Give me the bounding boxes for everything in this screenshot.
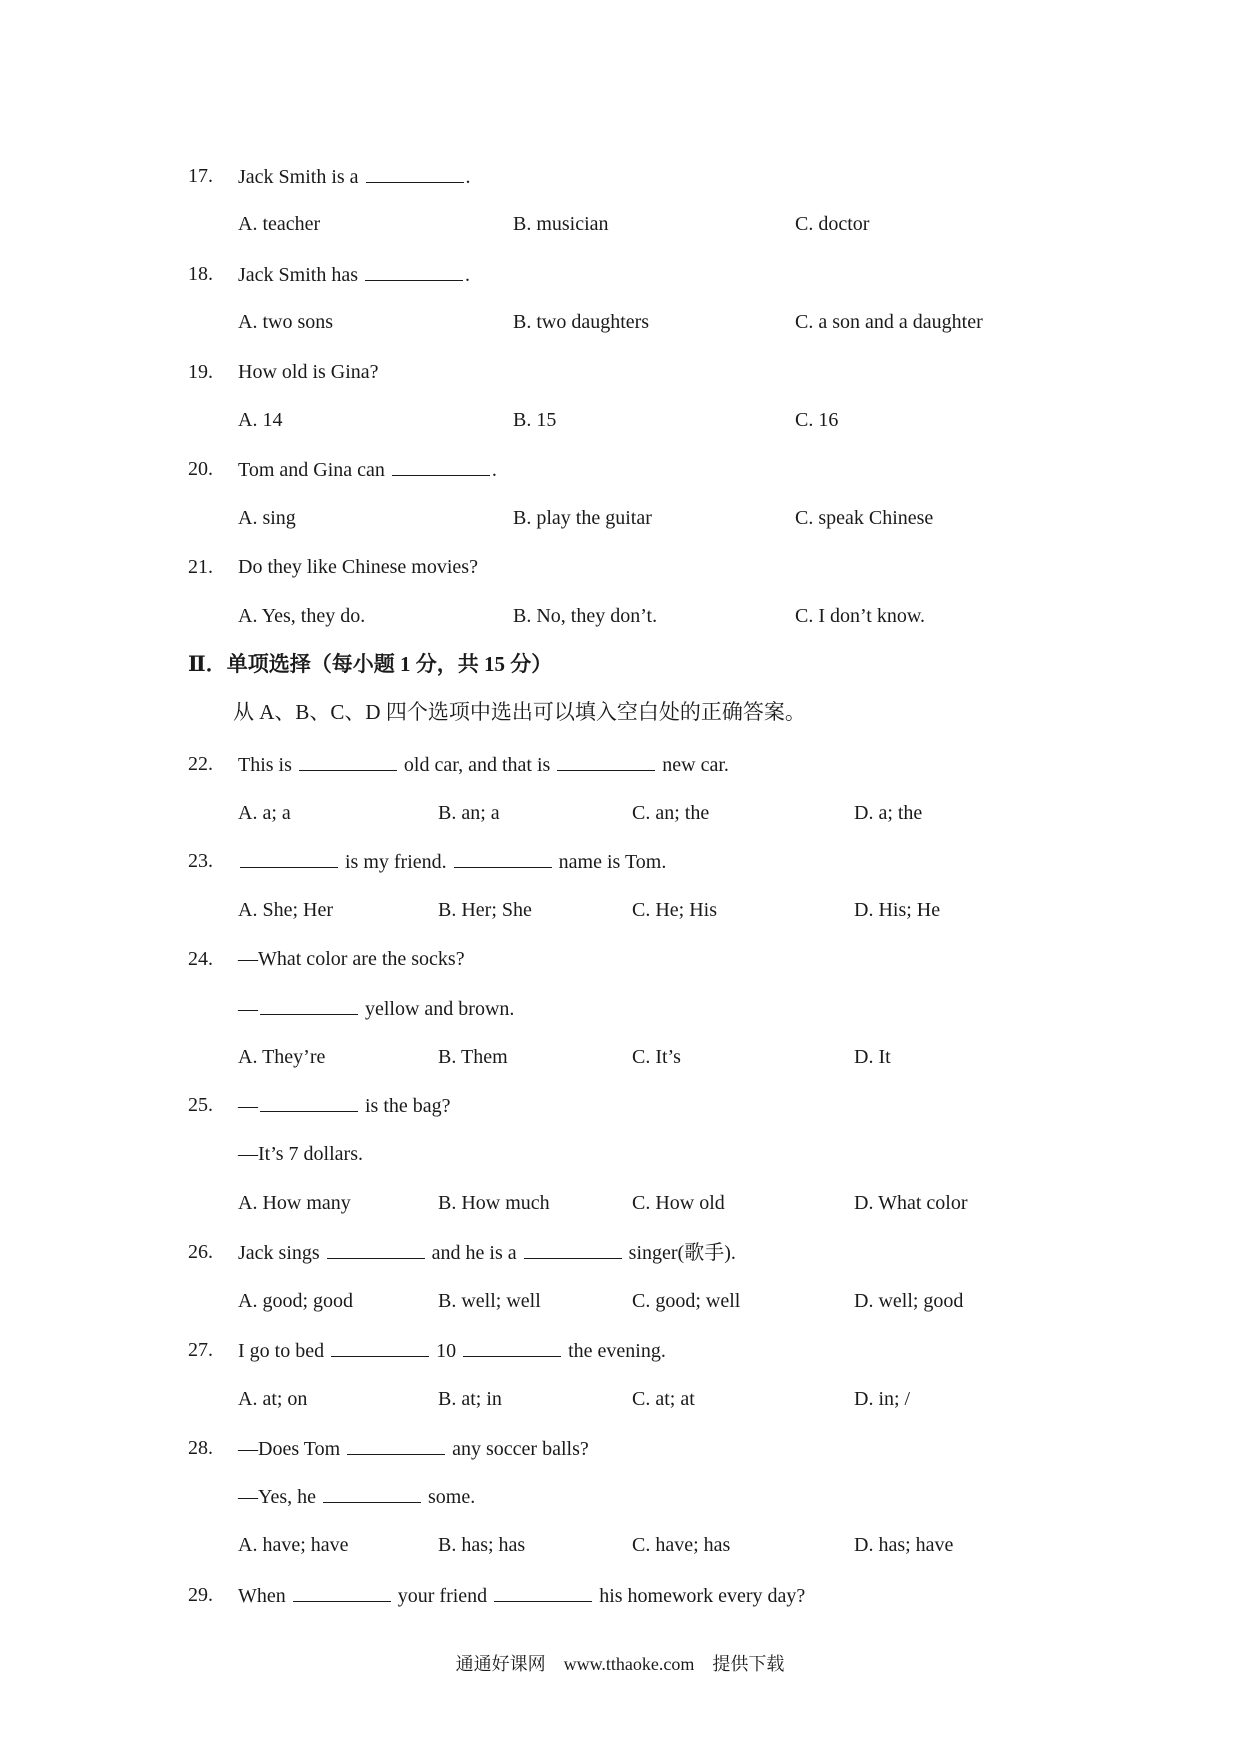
question-text: Do they like Chinese movies? xyxy=(238,556,478,578)
answer-blank[interactable] xyxy=(463,1338,561,1357)
question-text: —What color are the socks? xyxy=(238,948,465,970)
option-d[interactable]: D. It xyxy=(854,1046,891,1068)
question-text: When your friend his homework every day? xyxy=(238,1585,806,1607)
answer-blank[interactable] xyxy=(293,1583,391,1602)
answer-blank[interactable] xyxy=(392,457,490,476)
question-text: How old is Gina? xyxy=(238,361,379,383)
option-c[interactable]: C. It’s xyxy=(632,1046,681,1068)
answer-blank[interactable] xyxy=(260,996,358,1015)
option-a[interactable]: A. 14 xyxy=(238,409,283,431)
option-d[interactable]: D. has; have xyxy=(854,1534,954,1556)
option-c[interactable]: C. good; well xyxy=(632,1290,741,1312)
option-b[interactable]: B. No, they don’t. xyxy=(513,605,658,627)
answer-blank[interactable] xyxy=(323,1484,421,1503)
option-b[interactable]: B. an; a xyxy=(438,802,500,824)
answer-blank[interactable] xyxy=(331,1338,429,1357)
answer-blank[interactable] xyxy=(365,262,463,281)
question-number: 27. xyxy=(188,1339,213,1361)
section-title: Ⅱ．单项选择（每小题 1 分，共 15 分） xyxy=(188,652,553,676)
question-number: 17. xyxy=(188,165,213,187)
option-d[interactable]: D. a; the xyxy=(854,802,923,824)
answer-blank[interactable] xyxy=(299,752,397,771)
question-number: 21. xyxy=(188,556,213,578)
question-number: 29. xyxy=(188,1584,213,1606)
question-number: 25. xyxy=(188,1094,213,1116)
option-a[interactable]: A. She; Her xyxy=(238,899,333,921)
question-text: Jack Smith is a . xyxy=(238,166,471,188)
option-a[interactable]: A. a; a xyxy=(238,802,291,824)
option-c[interactable]: C. have; has xyxy=(632,1534,731,1556)
question-number: 20. xyxy=(188,458,213,480)
answer-blank[interactable] xyxy=(454,849,552,868)
option-a[interactable]: A. How many xyxy=(238,1192,351,1214)
answer-blank[interactable] xyxy=(347,1436,445,1455)
question-text: Jack sings and he is a singer(歌手). xyxy=(238,1242,736,1264)
option-c[interactable]: C. speak Chinese xyxy=(795,507,934,529)
question-text: I go to bed 10 the evening. xyxy=(238,1340,666,1362)
page-footer: 通通好课网 www.tthaoke.com 提供下载 xyxy=(455,1654,785,1674)
question-number: 28. xyxy=(188,1437,213,1459)
option-b[interactable]: B. Them xyxy=(438,1046,508,1068)
question-response: —Yes, he some. xyxy=(238,1486,476,1508)
option-a[interactable]: A. sing xyxy=(238,507,296,529)
option-b[interactable]: B. musician xyxy=(513,213,609,235)
option-b[interactable]: B. play the guitar xyxy=(513,507,652,529)
question-number: 18. xyxy=(188,263,213,285)
option-a[interactable]: A. good; good xyxy=(238,1290,353,1312)
answer-blank[interactable] xyxy=(240,849,338,868)
option-b[interactable]: B. well; well xyxy=(438,1290,541,1312)
answer-blank[interactable] xyxy=(327,1240,425,1259)
question-text: Tom and Gina can . xyxy=(238,459,497,481)
question-number: 24. xyxy=(188,948,213,970)
option-c[interactable]: C. doctor xyxy=(795,213,870,235)
option-a[interactable]: A. They’re xyxy=(238,1046,326,1068)
option-b[interactable]: B. How much xyxy=(438,1192,550,1214)
question-number: 22. xyxy=(188,753,213,775)
option-b[interactable]: B. at; in xyxy=(438,1388,502,1410)
answer-blank[interactable] xyxy=(494,1583,592,1602)
answer-blank[interactable] xyxy=(260,1093,358,1112)
answer-blank[interactable] xyxy=(557,752,655,771)
answer-blank[interactable] xyxy=(366,164,464,183)
question-number: 19. xyxy=(188,361,213,383)
option-c[interactable]: C. a son and a daughter xyxy=(795,311,983,333)
option-b[interactable]: B. has; has xyxy=(438,1534,526,1556)
option-c[interactable]: C. I don’t know. xyxy=(795,605,925,627)
question-text: This is old car, and that is new car. xyxy=(238,754,729,776)
option-a[interactable]: A. Yes, they do. xyxy=(238,605,366,627)
option-d[interactable]: D. in; / xyxy=(854,1388,911,1410)
option-b[interactable]: B. two daughters xyxy=(513,311,650,333)
option-c[interactable]: C. an; the xyxy=(632,802,710,824)
option-a[interactable]: A. at; on xyxy=(238,1388,308,1410)
option-a[interactable]: A. two sons xyxy=(238,311,334,333)
question-text: is my friend. name is Tom. xyxy=(238,849,666,874)
option-b[interactable]: B. 15 xyxy=(513,409,557,431)
option-c[interactable]: C. 16 xyxy=(795,409,839,431)
question-number: 26. xyxy=(188,1241,213,1263)
option-c[interactable]: C. at; at xyxy=(632,1388,695,1410)
option-c[interactable]: C. How old xyxy=(632,1192,725,1214)
question-response: —It’s 7 dollars. xyxy=(238,1143,363,1165)
question-response: — yellow and brown. xyxy=(238,998,515,1020)
question-text: Jack Smith has . xyxy=(238,264,470,286)
option-b[interactable]: B. Her; She xyxy=(438,899,532,921)
question-text: — is the bag? xyxy=(238,1095,451,1117)
option-d[interactable]: D. What color xyxy=(854,1192,968,1214)
option-d[interactable]: D. well; good xyxy=(854,1290,964,1312)
option-a[interactable]: A. teacher xyxy=(238,213,321,235)
section-instruction: 从 A、B、C、D 四个选项中选出可以填入空白处的正确答案。 xyxy=(233,700,806,724)
option-d[interactable]: D. His; He xyxy=(854,899,941,921)
question-text: —Does Tom any soccer balls? xyxy=(238,1438,589,1460)
option-a[interactable]: A. have; have xyxy=(238,1534,349,1556)
option-c[interactable]: C. He; His xyxy=(632,899,717,921)
question-number: 23. xyxy=(188,850,213,872)
answer-blank[interactable] xyxy=(524,1240,622,1259)
